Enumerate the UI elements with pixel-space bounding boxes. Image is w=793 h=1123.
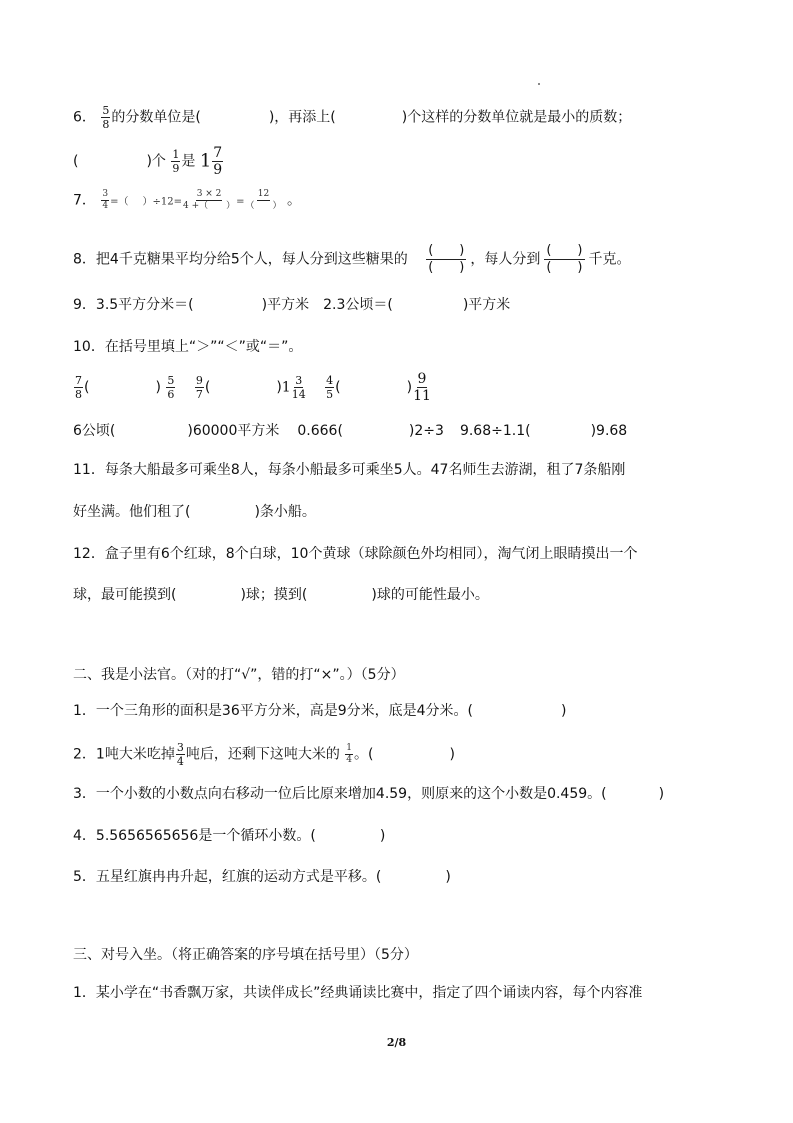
q10-row2: 6公顷( )60000平方米 0.666( )2÷3 9.68÷1.1( )9.68 — [73, 423, 628, 439]
q7-expression-fraction: $\frac{3 \times 2}{4 +( )}$ — [182, 189, 236, 211]
q6-line2: ( )个 $\frac{1}{9}$ 是 1 $\frac{7}{9}$ — [73, 145, 223, 178]
q10-title: 10．在括号里填上“＞”“＜”或“＝”。 — [73, 339, 303, 355]
q10-fraction-row: $\frac{7}{8}$ ( ) $\frac{5}{6}$ $\frac{9}{7}$ ( )1 $\frac{3}{14}$ $\frac{4}{5}$ ( ) $\frac{9}{11}$ — [75, 371, 431, 404]
q6-unit-fraction: $\frac{1}{9}$ — [172, 148, 180, 175]
page-number: 2/8 — [386, 1036, 407, 1049]
q11-line1: 11．每条大船最多可乘坐8人，每条小船最多可乘坐5人。47名师生去游湖，租了7条船刚 — [73, 462, 626, 478]
q8-line: 8．把4千克糖果平均分给5个人，每人分到这些糖果的 $\frac{( )}{( )}$ ，每人分到 $\frac{( )}{( )}$ 千克。 — [73, 243, 631, 275]
section-3-title: 三、对号入坐。（将正确答案的序号填在括号里）（5分） — [73, 947, 418, 963]
answer-fraction-blank[interactable]: $\frac{( )}{( )}$ — [546, 243, 583, 275]
section-2-title: 二、我是小法官。（对的打“√”，错的打“×”。）（5分） — [73, 667, 405, 683]
sec2-q2: 2．1吨大米吃掉 $\frac{3}{4}$ 吨后，还剩下这吨大米的 $\frac{1}{4}$ 。( ) — [73, 741, 455, 768]
q7-number: 7． — [73, 192, 96, 209]
sec3-q1: 1．某小学在“书香飘万家，共读伴成长”经典诵读比赛中，指定了四个诵读内容，每个内容准 — [73, 985, 643, 1001]
sec2-q4: 4．5.5656565656是一个循环小数。( ) — [73, 828, 386, 844]
scan-dot — [538, 83, 540, 85]
q9-line: 9．3.5平方分米＝( )平方米 2.3公顷＝( )平方米 — [73, 297, 511, 313]
sec2-q1: 1．一个三角形的面积是36平方分米，高是9分米，底是4分米。( ) — [73, 703, 567, 719]
q6-number: 6． — [73, 109, 96, 126]
q6-fraction: $\frac{5}{8}$ — [102, 104, 110, 131]
q11-line2: 好坐满。他们租了( )条小船。 — [73, 504, 316, 520]
answer-fraction-blank[interactable]: $\frac{( )}{( )}$ — [428, 243, 465, 275]
sec2-q5: 5．五星红旗冉冉升起，红旗的运动方式是平移。( ) — [73, 869, 451, 885]
sec2-q3: 3．一个小数的小数点向右移动一位后比原来增加4.59，则原来的这个小数是0.459。( ) — [73, 786, 665, 802]
q7-line: 7． $\frac{3}{4}$ =（ ）÷12= $\frac{3 \times 2}{4 +( )}$ = $\frac{12}{( )}$ 。 — [73, 189, 301, 211]
q12-line2: 球，最可能摸到( )球；摸到( )球的可能性最小。 — [73, 587, 489, 603]
q6-mixed-number: 1 — [199, 150, 212, 172]
q6-line1: 6． $\frac{5}{8}$ 的分数单位是( )，再添上( )个这样的分数单位就是最小的质数； — [73, 104, 632, 131]
q12-line1: 12．盒子里有6个红球，8个白球，10个黄球（球除颜色外均相同），淘气闭上眼睛摸出一个 — [73, 546, 638, 562]
